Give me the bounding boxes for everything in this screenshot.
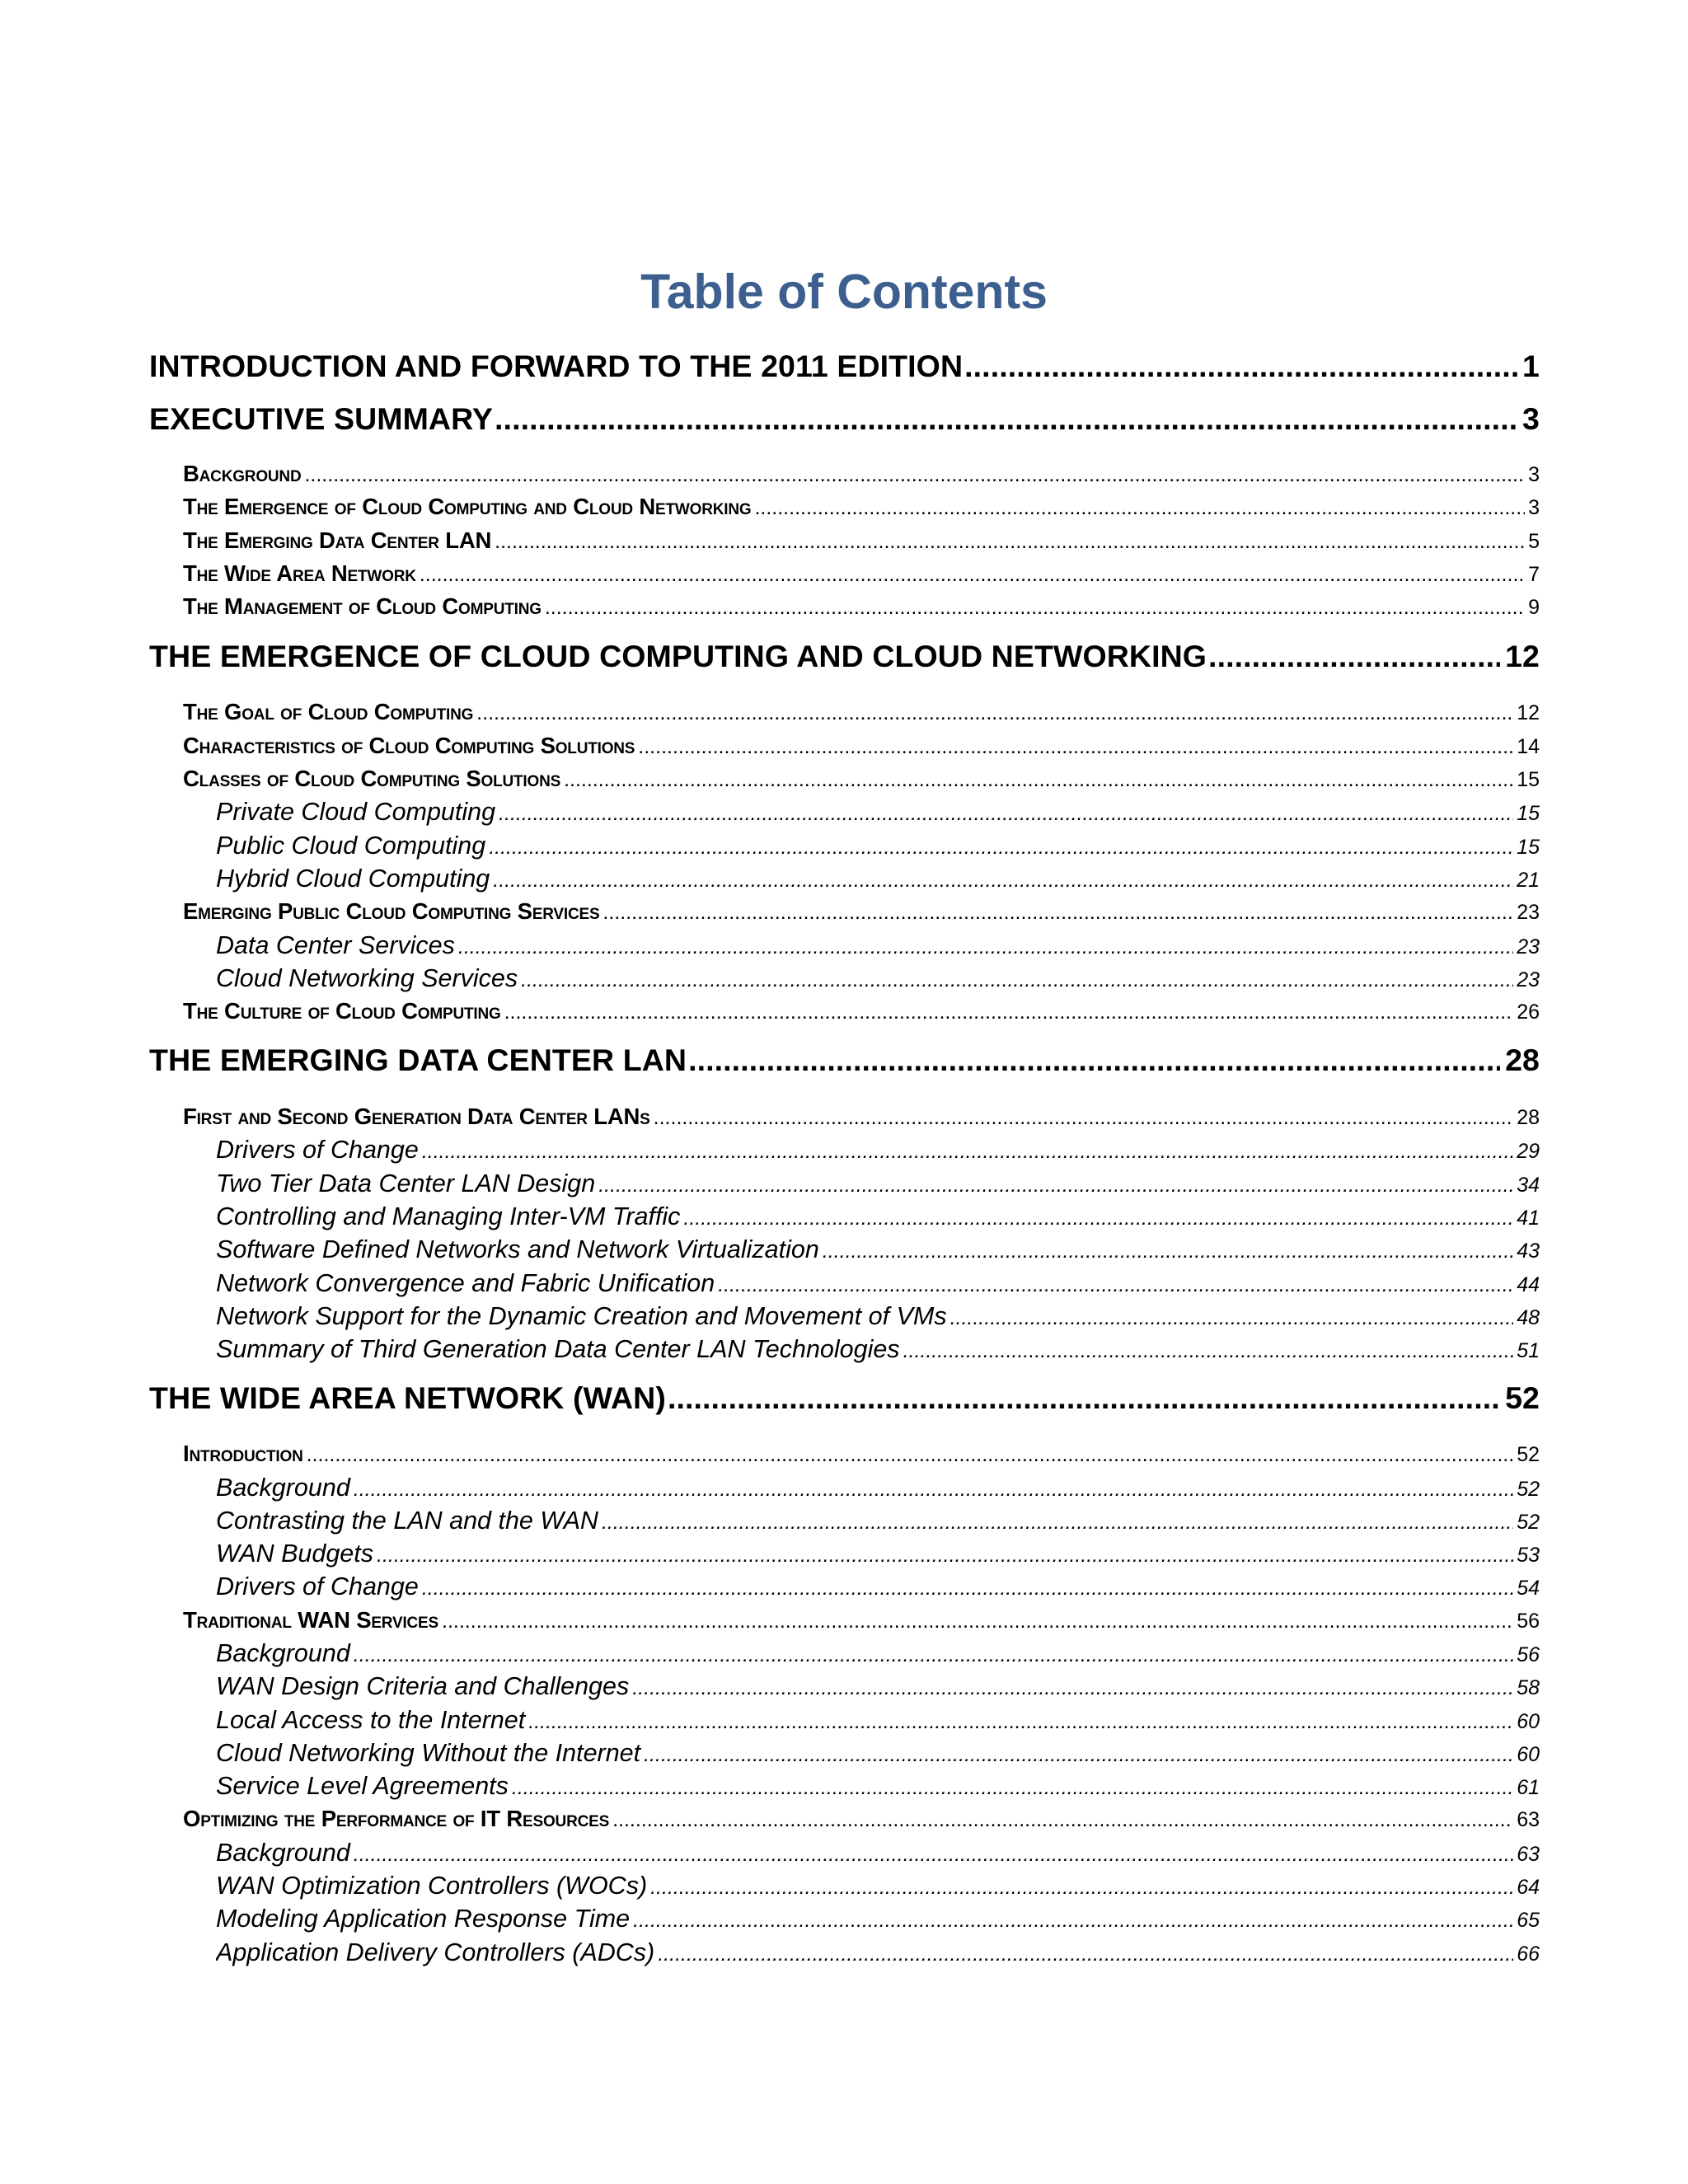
toc-entry-page-number: 66	[1517, 1943, 1540, 1966]
toc-entry-label: The Emerging Data Center LAN	[183, 527, 492, 553]
dot-leader	[688, 1040, 1500, 1080]
dot-leader	[1208, 636, 1500, 676]
toc-entry-background[interactable]	[216, 1472, 1540, 1503]
dot-leader	[304, 459, 1525, 490]
toc-entry-page-number: 23	[1517, 968, 1540, 991]
toc-entry-page-number: 23	[1517, 901, 1540, 924]
toc-entry-page-number: 51	[1517, 1339, 1540, 1362]
toc-entry-label: The Management of Cloud Computing	[183, 593, 542, 619]
toc-entry-page-number: 28	[1505, 1043, 1540, 1077]
toc-entry-page-number: 64	[1517, 1876, 1540, 1899]
toc-entry-label: Local Access to the Internet	[216, 1706, 526, 1734]
toc-entry-page-number: 12	[1517, 701, 1540, 724]
dot-leader	[632, 1672, 1513, 1702]
toc-entry-hybrid-cloud-computing[interactable]	[216, 863, 1540, 894]
dot-leader	[612, 1804, 1513, 1835]
dot-leader	[718, 1269, 1513, 1299]
toc-entry-label: Application Delivery Controllers (ADCs)	[216, 1938, 655, 1966]
toc-entry-label: Network Convergence and Fabric Unification	[216, 1269, 715, 1297]
dot-leader	[650, 1872, 1513, 1901]
toc-entry-label: WAN Optimization Controllers (WOCs)	[216, 1872, 648, 1900]
dot-leader	[950, 1302, 1514, 1332]
dot-leader	[598, 1169, 1513, 1199]
toc-entry-page-number: 53	[1517, 1544, 1540, 1567]
toc-entry-local-access-to-the-internet[interactable]	[216, 1704, 1540, 1736]
toc-entry-drivers-of-change[interactable]	[216, 1571, 1540, 1602]
toc-entry-page-number: 65	[1517, 1909, 1540, 1932]
toc-entry-wan-optimization-controllers-wocs[interactable]	[216, 1870, 1540, 1901]
toc-entry-traditional-wan-services[interactable]	[183, 1605, 1540, 1636]
dot-leader	[504, 996, 1514, 1027]
toc-entry-network-convergence-and-fabric-unification[interactable]	[216, 1268, 1540, 1299]
toc-entry-modeling-application-response-time[interactable]	[216, 1903, 1540, 1934]
toc-entry-page-number: 9	[1528, 596, 1540, 619]
dot-leader	[377, 1540, 1513, 1569]
toc-entry-page-number: 52	[1505, 1380, 1540, 1415]
toc-entry-page-number: 61	[1517, 1776, 1540, 1799]
toc-entry-public-cloud-computing[interactable]	[216, 830, 1540, 861]
dot-leader	[603, 897, 1513, 927]
toc-entry-page-number: 12	[1505, 639, 1540, 673]
dot-leader	[638, 731, 1513, 762]
page-title: Table of Contents	[640, 265, 1048, 319]
dot-leader	[476, 697, 1513, 728]
toc-entry-label: Contrasting the LAN and the WAN	[216, 1507, 598, 1535]
toc-entry-page-number: 41	[1517, 1207, 1540, 1230]
toc-entry-label: The Goal of Cloud Computing	[183, 699, 474, 724]
dot-leader	[633, 1905, 1513, 1934]
toc-entry-label: THE EMERGING DATA CENTER LAN	[149, 1043, 687, 1077]
toc-entry-background[interactable]	[183, 458, 1540, 490]
toc-entry-two-tier-data-center-lan-design[interactable]	[216, 1168, 1540, 1199]
dot-leader	[668, 1378, 1500, 1418]
toc-entry-label: The Culture of Cloud Computing	[183, 998, 501, 1024]
toc-entry-label: Optimizing the Performance of IT Resources	[183, 1806, 610, 1831]
toc-entry-label: Classes of Cloud Computing Solutions	[183, 766, 561, 791]
toc-entry-the-emergence-of-cloud-computing-and-cloud-networking[interactable]	[149, 636, 1540, 676]
toc-entry-data-center-services[interactable]	[216, 930, 1540, 961]
toc-entry-label: Modeling Application Response Time	[216, 1905, 631, 1933]
toc-entry-label: Public Cloud Computing	[216, 832, 486, 860]
toc-entry-introduction[interactable]	[183, 1438, 1540, 1469]
toc-entry-page-number: 60	[1517, 1710, 1540, 1733]
toc-entry-label: WAN Design Criteria and Challenges	[216, 1672, 630, 1700]
dot-leader	[442, 1605, 1513, 1636]
toc-entry-page-number: 34	[1517, 1174, 1540, 1197]
toc-entry-page-number: 58	[1517, 1676, 1540, 1699]
toc-entry-cloud-networking-services[interactable]	[216, 963, 1540, 994]
toc-entry-page-number: 52	[1517, 1478, 1540, 1501]
dot-leader	[754, 492, 1525, 523]
toc-entry-label: Network Support for the Dynamic Creation and Movement of VMs	[216, 1302, 947, 1330]
toc-entry-private-cloud-computing[interactable]	[216, 796, 1540, 827]
toc-entry-label: First and Second Generation Data Center LANs	[183, 1104, 650, 1129]
dot-leader	[654, 1102, 1514, 1132]
dot-leader	[658, 1938, 1513, 1968]
toc-entry-page-number: 15	[1517, 768, 1540, 791]
toc-entry-the-wide-area-network-wan[interactable]	[149, 1378, 1540, 1418]
toc-entry-label: Background	[183, 461, 302, 486]
toc-entry-page-number: 63	[1517, 1808, 1540, 1831]
dot-leader	[823, 1235, 1513, 1265]
toc-entry-label: INTRODUCTION AND FORWARD TO THE 2011 EDITION	[149, 349, 964, 383]
dot-leader	[964, 346, 1517, 386]
dot-leader	[354, 1474, 1513, 1503]
dot-leader	[564, 764, 1513, 794]
toc-entry-page-number: 3	[1528, 496, 1540, 519]
toc-entry-page-number: 26	[1517, 1001, 1540, 1024]
toc-entry-label: Hybrid Cloud Computing	[216, 865, 490, 893]
toc-entry-characteristics-of-cloud-computing-solutions[interactable]	[183, 730, 1540, 762]
toc-entry-the-wide-area-network[interactable]	[183, 558, 1540, 589]
toc-entry-page-number: 48	[1517, 1306, 1540, 1329]
toc-entry-wan-design-criteria-and-challenges[interactable]	[216, 1671, 1540, 1702]
dot-leader	[495, 399, 1517, 438]
toc-entry-label: The Emergence of Cloud Computing and Cloud Networking	[183, 494, 752, 519]
toc-entry-introduction-and-forward-to-the-2011-edition[interactable]	[149, 346, 1540, 386]
toc-entry-page-number: 43	[1517, 1240, 1540, 1263]
dot-leader	[420, 559, 1525, 589]
toc-entry-the-emergence-of-cloud-computing-and-cloud-networking[interactable]	[183, 491, 1540, 523]
toc-entry-page-number: 15	[1517, 836, 1540, 859]
toc-entry-wan-budgets[interactable]	[216, 1538, 1540, 1569]
toc-entry-the-emerging-data-center-lan[interactable]	[149, 1040, 1540, 1080]
toc-entry-page-number: 7	[1528, 563, 1540, 586]
toc-entry-label: EXECUTIVE SUMMARY	[149, 401, 494, 436]
toc-entry-the-goal-of-cloud-computing[interactable]	[183, 696, 1540, 728]
dot-leader	[495, 526, 1525, 556]
toc-entry-label: Emerging Public Cloud Computing Services	[183, 898, 600, 924]
toc-entry-page-number: 56	[1517, 1610, 1540, 1633]
toc-entry-label: Data Center Services	[216, 931, 455, 959]
toc-entry-label: Traditional WAN Services	[183, 1607, 439, 1633]
toc-entry-contrasting-the-lan-and-the-wan[interactable]	[216, 1505, 1540, 1536]
dot-leader	[493, 865, 1513, 894]
toc-entry-optimizing-the-performance-of-it-resources[interactable]	[183, 1803, 1540, 1835]
toc-entry-label: Drivers of Change	[216, 1136, 419, 1164]
toc-entry-label: Background	[216, 1839, 350, 1867]
toc-entry-label: THE WIDE AREA NETWORK (WAN)	[149, 1380, 666, 1415]
toc-entry-software-defined-networks-and-network-virtualization[interactable]	[216, 1234, 1540, 1265]
toc-entry-page-number: 54	[1517, 1577, 1540, 1600]
toc-entry-page-number: 52	[1517, 1443, 1540, 1466]
toc-entry-label: Private Cloud Computing	[216, 798, 496, 826]
toc-entry-page-number: 60	[1517, 1743, 1540, 1766]
dot-leader	[545, 592, 1525, 622]
dot-leader	[458, 931, 1513, 961]
toc-entry-page-number: 21	[1517, 869, 1540, 892]
toc-entry-classes-of-cloud-computing-solutions[interactable]	[183, 763, 1540, 794]
toc-entry-executive-summary[interactable]	[149, 399, 1540, 438]
toc-entry-first-and-second-generation-data-center-lans[interactable]	[183, 1101, 1540, 1132]
toc-entry-page-number: 1	[1522, 349, 1540, 383]
toc-entry-label: Cloud Networking Without the Internet	[216, 1739, 641, 1767]
dot-leader	[422, 1572, 1513, 1602]
dot-leader	[528, 1706, 1513, 1736]
toc-entry-background[interactable]	[216, 1638, 1540, 1669]
toc-entry-the-management-of-cloud-computing[interactable]	[183, 591, 1540, 622]
dot-leader	[602, 1507, 1513, 1536]
toc-entry-the-emerging-data-center-lan[interactable]	[183, 525, 1540, 556]
toc-entry-label: Controlling and Managing Inter-VM Traffic	[216, 1202, 681, 1230]
toc-entry-label: Cloud Networking Services	[216, 964, 518, 992]
toc-entry-background[interactable]	[216, 1837, 1540, 1868]
dot-leader	[521, 964, 1513, 994]
toc-entry-page-number: 5	[1528, 530, 1540, 553]
toc-entry-summary-of-third-generation-data-center-lan-technologies[interactable]	[216, 1333, 1540, 1365]
toc-entry-application-delivery-controllers-adcs[interactable]	[216, 1937, 1540, 1968]
toc-entry-emerging-public-cloud-computing-services[interactable]	[183, 896, 1540, 927]
toc-entry-page-number: 14	[1517, 735, 1540, 758]
toc-entry-page-number: 3	[1522, 401, 1540, 436]
toc-entry-page-number: 52	[1517, 1511, 1540, 1534]
dot-leader	[307, 1439, 1514, 1469]
toc-entry-page-number: 3	[1528, 463, 1540, 486]
toc-entry-label: Service Level Agreements	[216, 1772, 509, 1800]
dot-leader	[354, 1639, 1513, 1669]
toc-entry-label: The Wide Area Network	[183, 560, 416, 586]
toc-entry-label: WAN Budgets	[216, 1540, 373, 1568]
toc-entry-label: Background	[216, 1474, 350, 1502]
toc-entry-page-number: 28	[1517, 1106, 1540, 1129]
dot-leader	[512, 1772, 1513, 1802]
toc-entry-page-number: 44	[1517, 1273, 1540, 1296]
toc-entry-cloud-networking-without-the-internet[interactable]	[216, 1737, 1540, 1769]
toc-entry-the-culture-of-cloud-computing[interactable]	[183, 996, 1540, 1027]
dot-leader	[354, 1839, 1513, 1868]
toc-entry-label: Characteristics of Cloud Computing Solutions	[183, 733, 635, 758]
dot-leader	[683, 1202, 1513, 1232]
toc-entry-page-number: 29	[1517, 1140, 1540, 1163]
toc-entry-drivers-of-change[interactable]	[216, 1134, 1540, 1165]
toc-entry-network-support-for-the-dynamic-creation-and-movement-of-vms[interactable]	[216, 1301, 1540, 1332]
toc-entry-controlling-and-managing-inter-vm-traffic[interactable]	[216, 1201, 1540, 1232]
toc-entry-label: Software Defined Networks and Network Virtualization	[216, 1235, 819, 1263]
toc-entry-label: Drivers of Change	[216, 1572, 419, 1601]
toc-entry-page-number: 23	[1517, 935, 1540, 958]
toc-entry-label: Summary of Third Generation Data Center LAN Technologies	[216, 1335, 900, 1363]
dot-leader	[499, 798, 1513, 827]
toc-entry-label: Two Tier Data Center LAN Design	[216, 1169, 596, 1197]
toc-entry-page-number: 56	[1517, 1643, 1540, 1666]
toc-entry-page-number: 15	[1517, 802, 1540, 825]
toc-entry-page-number: 63	[1517, 1843, 1540, 1866]
dot-leader	[422, 1136, 1513, 1165]
toc-entry-label: Introduction	[183, 1441, 303, 1466]
dot-leader	[903, 1335, 1514, 1365]
dot-leader	[489, 832, 1513, 861]
toc-entry-label: THE EMERGENCE OF CLOUD COMPUTING AND CLOUD NETWORKING	[149, 639, 1207, 673]
toc-entry-service-level-agreements[interactable]	[216, 1770, 1540, 1802]
dot-leader	[644, 1739, 1513, 1769]
toc-entry-label: Background	[216, 1639, 350, 1667]
